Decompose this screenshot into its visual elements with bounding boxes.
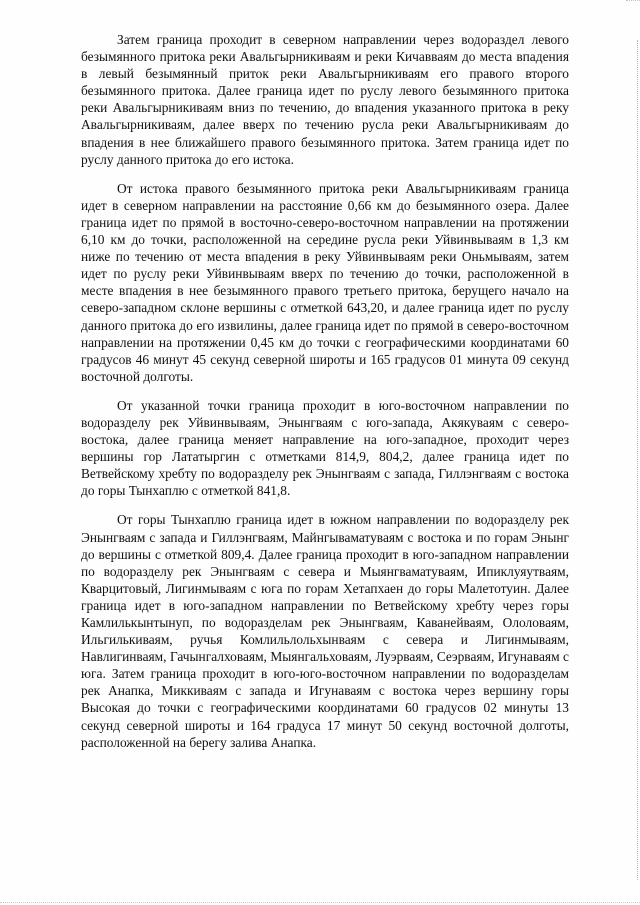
scan-corner-mark bbox=[626, 0, 640, 11]
paragraph-4: От горы Тынхаплю граница идет в южном направлении по водоразделу рек Энынгваям с запада и Гиллэнгваям, Майнгываматуваям с востока и по горам Энынг до вершины с отметкой 809,4. Далее граница проходит в юго-западном направлении по водоразделу рек Энынгваям с севера и Мыянгваматуваям, Ипиклуяутваям, Кварцитовый, Лигинмываям с юга по горам Хетапхаен до горы Малетотуин. Далее граница идет в юго-западном направлении по Ветвейскому хребту через горы Камлилькынтынуп, по водоразделам рек Энынгваям, Каванейваям, Ололоваям, Ильгилькиваям, ручья Комлильлольхынваям с севера и Лигинмываям, Навлигинваям, Гачынгалховаям, Мыянгальховаям, Луэрваям, Сеэрваям, Игунаваям с юга. Затем граница проходит в юго-юго-восточном направлении по водоразделам рек Анапка, Миккиваям с запада и Игунаваям с востока через вершину горы Высокая до точки с географическими координатами 60 градусов 02 минуты 13 секунд северной широты и 164 градуса 17 минут 50 секунд восточной долготы, расположенной на берегу залива Анапка. bbox=[81, 512, 569, 750]
document-body bbox=[81, 31, 569, 763]
scan-edge-mark bbox=[636, 40, 638, 880]
paragraph-1: Затем граница проходит в северном направлении через водораздел левого безымянного притока реки Авальгырникиваям и реки Кичавваям до места впадения в левый безымянный приток реки Авальгырникиваям его правого второго безымянного притока. Далее граница идет по руслу левого безымянного притока реки Авальгырникиваям вниз по течению, до впадения указанного притока в реку Авальгырникиваям, далее вверх по течению русла реки Авальгырникиваям до впадения в нее ближайшего правого безымянного притока. Затем граница идет по руслу данного притока до его истока. bbox=[81, 32, 569, 167]
paragraph-2: От истока правого безымянного притока реки Авальгырникиваям граница идет в северном направлении на расстояние 0,66 км до безымянного озера. Далее граница идет по прямой в восточно-северо-восточном направлении на протяжении 6,10 км до точки, расположенной на середине русла реки Уйвинвываям в 1,3 км ниже по течению от места впадения в реку Уйвинвываям реки Оньмываям, затем идет по руслу реки Уйвинвываям вверх по течению до точки, расположенной в месте впадения в нее безымянного правого третьего притока, берущего начало на северо-западном склоне вершины с отметкой 643,20, и далее граница идет по руслу данного притока до его извилины, далее граница идет по прямой в северо-восточном направлении на протяжении 0,45 км до точки с географическими координатами 60 градусов 46 минут 45 секунд северной широты и 165 градусов 01 минута 09 секунд восточной долготы. bbox=[81, 180, 569, 384]
paragraph-3: От указанной точки граница проходит в юго-восточном направлении по водоразделу рек Уйвинвываям, Энынгваям с юго-запада, Акякуваям с северо-востока, далее граница меняет направление на юго-западное, проходит через вершины гор Лататыргин с отметками 814,9, 804,2, далее граница идет по Ветвейскому хребту по водоразделу рек Энынгваям с запада, Гиллэнгваям с востока до горы Тынхаплю с отметкой 841,8. bbox=[81, 397, 569, 499]
scan-bottom-mark bbox=[0, 901, 640, 903]
